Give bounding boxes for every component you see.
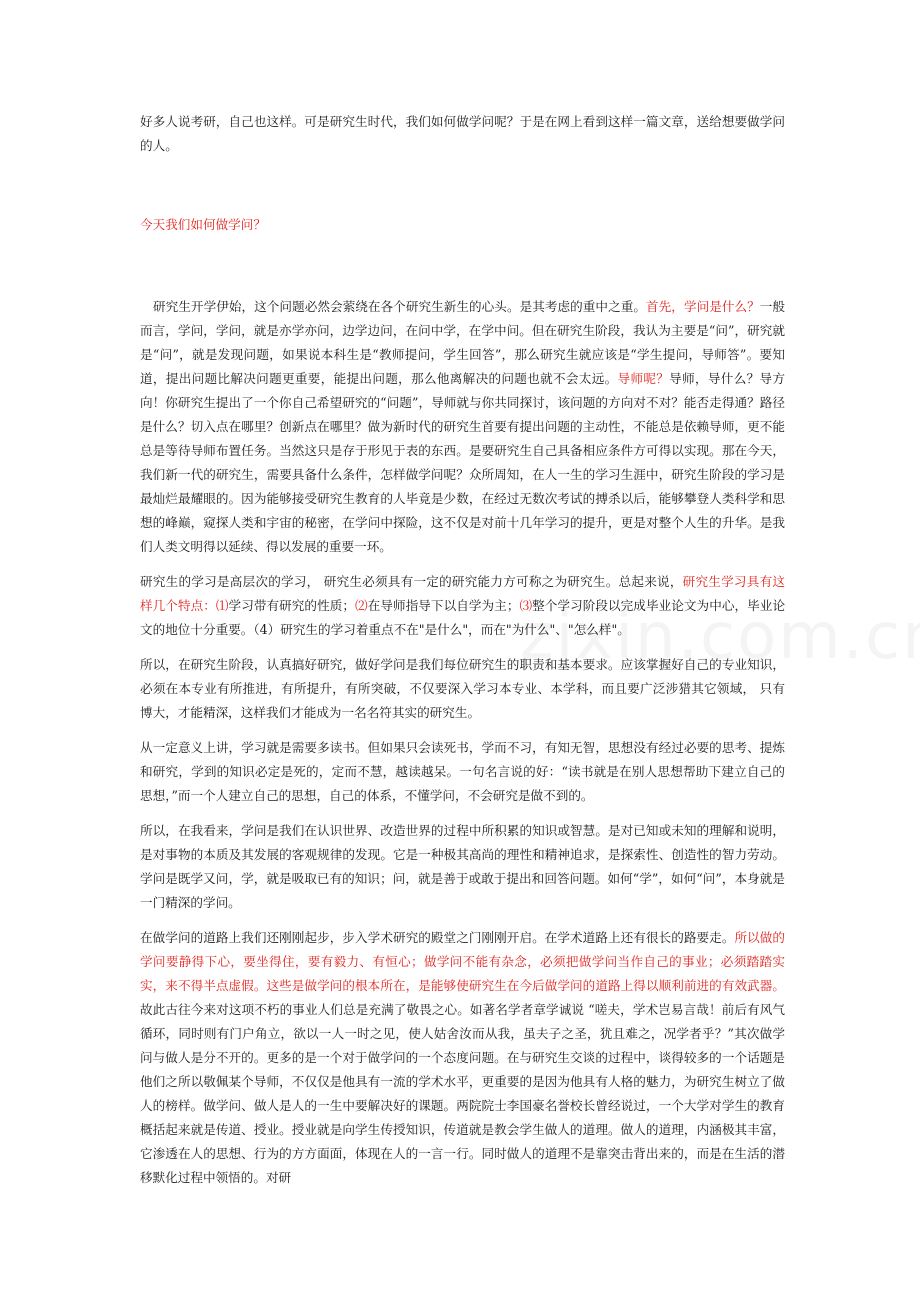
paragraph-5: 所以，在我看来，学问是我们在认识世界、改造世界的过程中所积累的知识或智慧。是对已知或未知的理解和说明，是对事物的本质及其发展的客观规律的发现。它是一种极其高尚的理性和精神追求，是探索性、创造性的智力劳动。学问是既学又问，学，就是吸取已有的知识；问，就是善于或敢于提出和回答问题。如何“学”，如何“问”，本身就是一门精深的学问。 [140,823,785,910]
intro-paragraph: 好多人说考研，自己也这样。可是研究生时代，我们如何做学问呢？于是在网上看到这样一篇文章，送给想要做学问的人。 [140,114,785,153]
document-body [140,110,785,1201]
p2-text-e: 在导师指导下以自学为主； [367,598,520,613]
p2-text-g: 整个学习阶段以完成毕业论文为中心，毕业论文的地位十分重要。（4）研究生的学习着重点不在"是什么"，而在"为什么"、"怎么样"。 [140,598,786,637]
p1-text-c: 一般而言，学问，学问，就是亦学亦问，边学边问，在问中学，在学中问。但在研究生阶段，我认为主要是“问”，研究就是“问”，就是发现问题，如果说本科生是“教师提问，学生回答”，那么研究生就应该是“学生提问，导师答”。要知道，提出问题比解决问题更重要，能提出问题，那么他离解决的问题也就不会太远。 [140,299,786,386]
paragraph-1 [140,295,785,559]
p1-text-e: 导师，导什么？导方向！你研究生提出了一个你自己希望研究的“问题”，导师就与你共同探讨，该问题的方向对不对？能否走得通？路径是什么？切入点在哪里？创新点在哪里？做为新时代的研究生首要有提出问题的主动性，不能总是依赖导师，更不能总是等待导师布置任务。当然这只是存于形见于表的东西。是要研究生自己具备相应条件方可得以实现。那在今天，我们新一代的研究生，需要具备什么条件，怎样做学问呢？众所周知，在人一生的学习生涯中，研究生阶段的学习是最灿烂最耀眼的。因为能够接受研究生教育的人毕竟是少数，在经过无数次考试的搏杀以后，能够攀登人类科学和思想的峰巅，窥探人类和宇宙的秘密，在学问中探险，这不仅是对前十几年学习的提升，更是对整个人生的升华。是我们人类文明得以延续、得以发展的重要一环。 [140,371,785,554]
p2-text-c: 学习带有研究的性质； [228,598,355,613]
p6-text-c: 故此古往今来对这项不朽的事业人们总是充满了敬畏之心。如著名学者章学诚说 “嗟夫，学术岂易言哉！前后有风气循环，同时则有门户角立，欲以一人一时之见，使人姑舍汝而从我，虽夫子之圣，犹且难之，况学者乎？”其次做学问与做人是分不开的。更多的是一个对于做学问的一个态度问题。在与研究生交谈的过程中，谈得较多的一个话题是他们之所以敬佩某个导师，不仅仅是他具有一流的学术水平，更重要的是因为他具有人格的魅力，为研究生树立了做人的榜样。做学问、做人是人的一生中要解决好的课题。两院院士李国豪名誉校长曾经说过，一个大学对学生的教育概括起来就是传道、授业。授业就是向学生传授知识，传道就是教会学生做人的道理。做人的道理，内涵极其丰富，它渗透在人的思想、行为的方方面面，体现在人的一言一行。同时做人的道理不是靠突击背出来的，而是在生活的潜移默化过程中领悟的。对研 [140,1002,785,1185]
paragraph-2 [140,570,785,642]
p2-text-a: 研究生的学习是高层次的学习， 研究生必须具有一定的研究能力方可称之为研究生。总起来说， [140,574,683,589]
paragraph-3: 所以，在研究生阶段，认真搞好研究，做好学问是我们每位研究生的职责和基本要求。应该掌握好自己的专业知识，必须在本专业有所推进，有所提升，有所突破，不仅要深入学习本专业、本学科，而且要广泛涉猎其它领域， 只有博大，才能精深，这样我们才能成为一名名符其实的研究生。 [140,657,785,720]
paragraph-6 [140,926,785,1190]
p2-marker-3: ⑶ [519,598,533,613]
p2-marker-2: ⑵ [354,598,368,613]
p2-highlight-features: 研究生学习具有这样几个特点：⑴ [140,574,785,613]
p6-highlight-attitude: 所以做的学问要静得下心，要坐得住，要有毅力、有恒心；做学问不能有杂念，必须把做学问当作自己的事业；必须踏踏实实，来不得半点虚假。这些是做学问的根本所在，是能够使研究生在今后做学问的道路上得以顺利前进的有效武器。 [140,930,786,993]
p1-text-a: 研究生开学伊始，这个问题必然会萦绕在各个研究生新生的心头。是其考虑的重中之重。 [153,299,646,314]
p1-highlight-question: 首先，学问是什么？ [646,299,760,314]
p1-highlight-advisor: 导师呢？ [617,371,670,386]
paragraph-4: 从一定意义上讲，学习就是需要多读书。但如果只会读死书，学而不习，有知无智，思想没有经过必要的思考、提炼和研究，学到的知识必定是死的，定而不慧，越读越呆。一句名言说的好：“读书就是在别人思想帮助下建立自己的思想，”而一个人建立自己的思想，自己的体系，不懂学问，不会研究是做不到的。 [140,740,785,803]
p6-text-a: 在做学问的道路上我们还刚刚起步，步入学术研究的殿堂之门刚刚开启。在学术道路上还有很长的路要走。 [140,930,735,945]
article-title: 今天我们如何做学问？ [140,217,266,232]
